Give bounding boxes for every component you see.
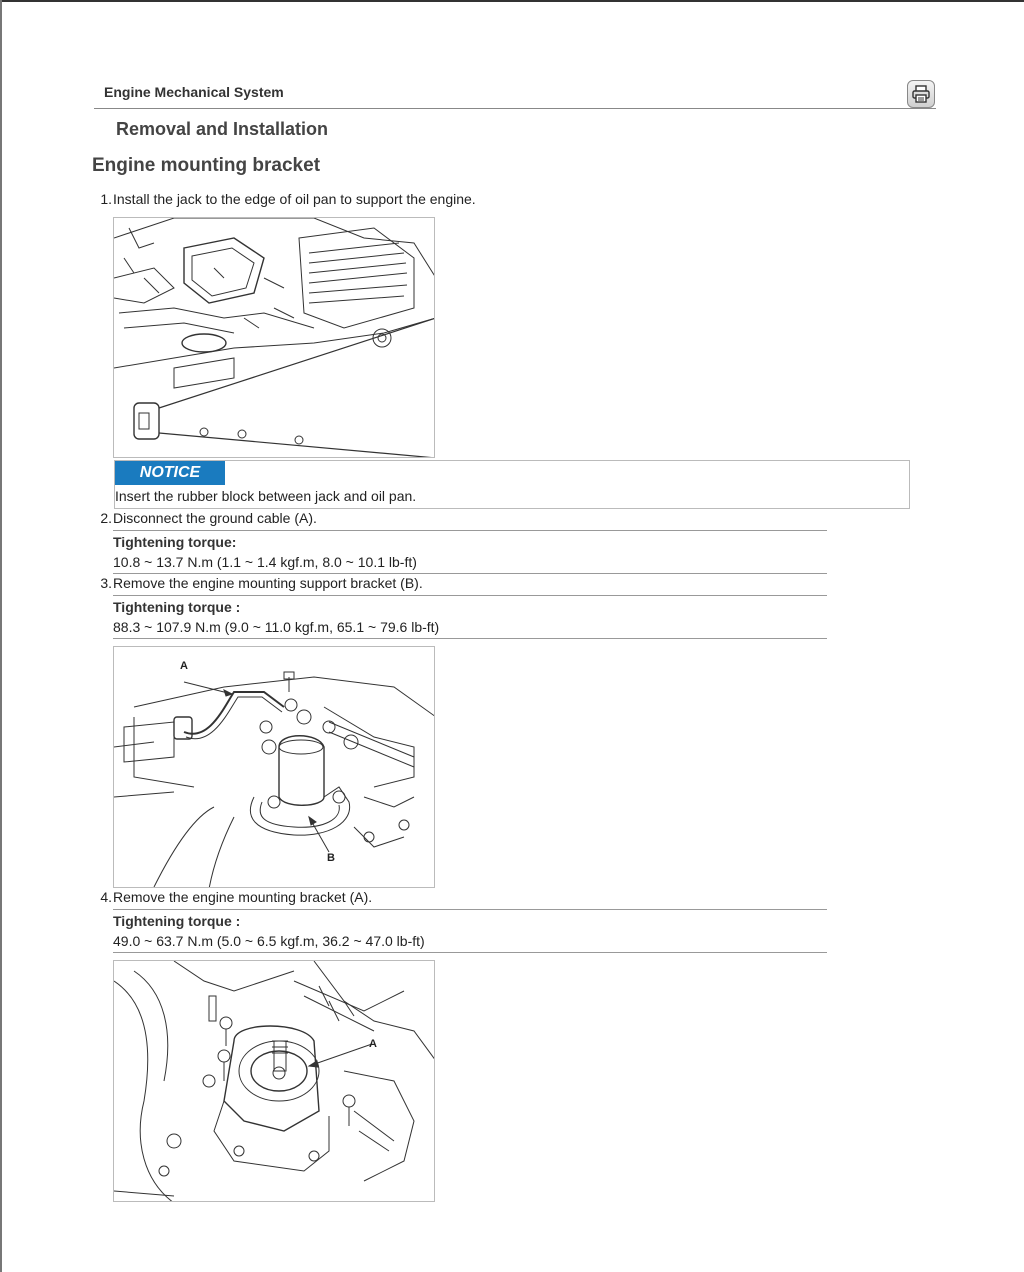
- page-title: Engine mounting bracket: [92, 155, 321, 176]
- figure-jack-oil-pan: [113, 217, 435, 458]
- print-button[interactable]: [907, 80, 935, 108]
- torque-label: Tightening torque:: [113, 534, 237, 550]
- window-left-border: [0, 0, 2, 1272]
- window-top-border: [0, 0, 1024, 2]
- torque-label: Tightening torque :: [113, 599, 241, 615]
- header-divider: [94, 108, 936, 109]
- step-text: Remove the engine mounting bracket (A).: [113, 889, 373, 905]
- notice-box: [114, 460, 910, 509]
- torque-value: 88.3 ~ 107.9 N.m (9.0 ~ 11.0 kgf.m, 65.1 ~ 79.6 lb-ft): [113, 619, 440, 635]
- torque-value: 10.8 ~ 13.7 N.m (1.1 ~ 1.4 kgf.m, 8.0 ~ 10.1 lb-ft): [113, 554, 417, 570]
- step-number: 4.: [100, 889, 112, 905]
- torque-spec-step-4: [113, 909, 827, 953]
- notice-tag: NOTICE: [115, 461, 225, 485]
- header-title: Engine Mechanical System: [104, 84, 284, 100]
- torque-value: 49.0 ~ 63.7 N.m (5.0 ~ 6.5 kgf.m, 36.2 ~ 47.0 lb-ft): [113, 933, 425, 949]
- step-number: 3.: [100, 575, 112, 591]
- figure-engine-mounting-bracket: [113, 960, 435, 1202]
- notice-text: Insert the rubber block between jack and oil pan.: [115, 488, 417, 504]
- printer-icon: [911, 84, 931, 104]
- section-title: Removal and Installation: [116, 119, 329, 139]
- torque-label: Tightening torque :: [113, 913, 241, 929]
- step-number: 1.: [100, 191, 112, 207]
- figure-ground-cable-support-bracket: [113, 646, 435, 888]
- torque-spec-step-2: [113, 530, 827, 574]
- callout-label-a: A: [369, 1038, 377, 1050]
- step-text: Remove the engine mounting support bracket (B).: [113, 575, 423, 591]
- callout-label-a: A: [180, 660, 188, 672]
- step-number: 2.: [100, 510, 112, 526]
- torque-spec-step-3: [113, 595, 827, 639]
- callout-label-b: B: [327, 852, 335, 864]
- step-text: Install the jack to the edge of oil pan to support the engine.: [113, 191, 476, 207]
- step-text: Disconnect the ground cable (A).: [113, 510, 317, 526]
